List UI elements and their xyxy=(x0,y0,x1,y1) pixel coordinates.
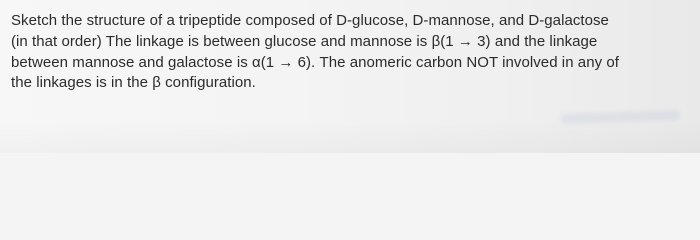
paper-shadow xyxy=(0,118,700,153)
question-line-2: (in that order) The linkage is between glucose and mannose is β(1 → 3) and the linkage xyxy=(11,32,598,50)
question-line-1: Sketch the structure of a tripeptide composed of D-glucose, D-mannose, and D-galactose xyxy=(11,12,609,29)
question-line-3: between mannose and galactose is α(1 → 6). The anomeric carbon NOT involved in any of xyxy=(11,53,619,71)
question-text xyxy=(11,11,695,94)
question-line-4: the linkages is in the β configuration. xyxy=(11,74,256,92)
